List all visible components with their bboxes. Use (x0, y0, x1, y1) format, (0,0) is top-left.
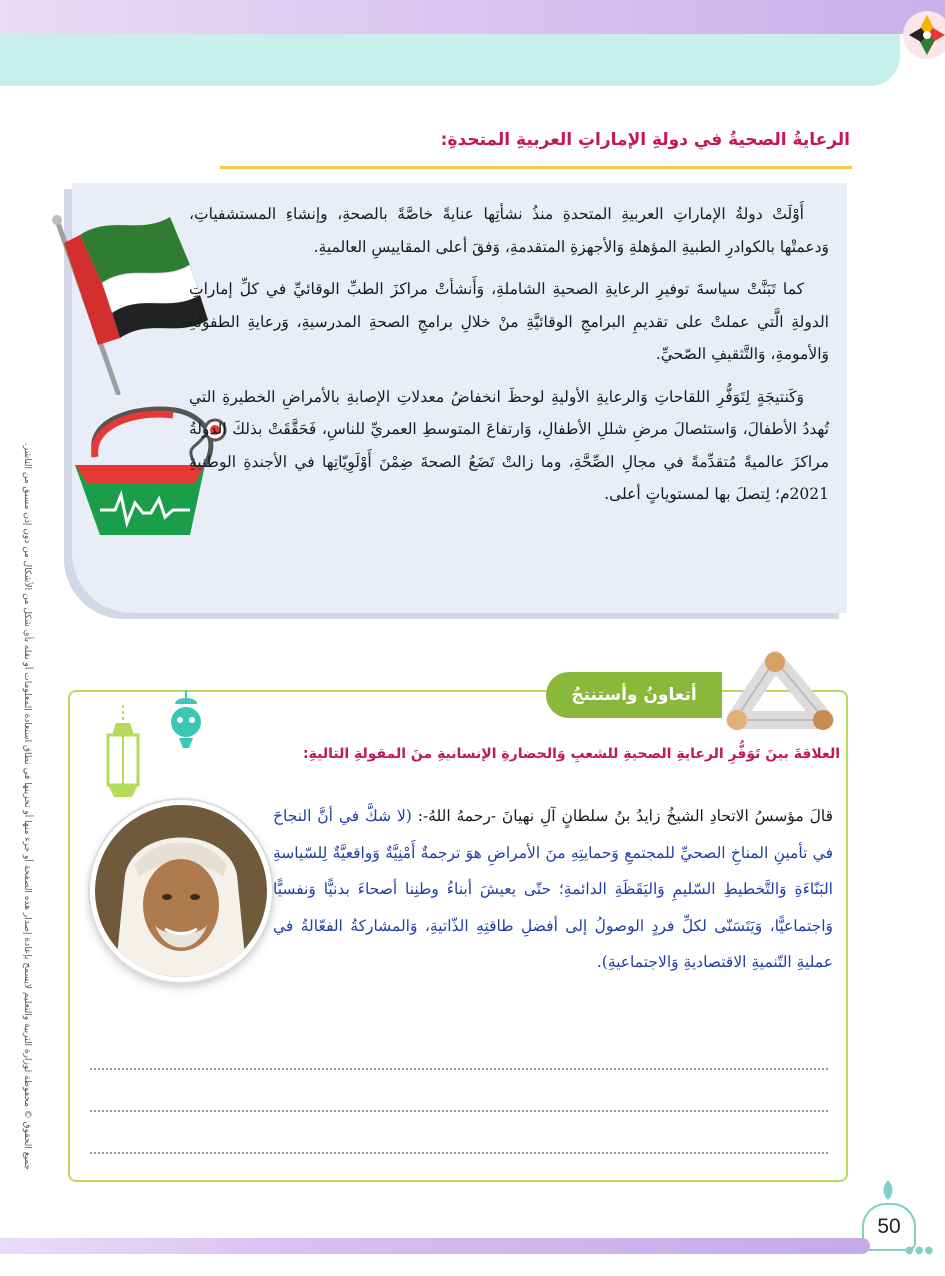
copyright-side-note: جميع الحقوق © محفوظة لوزارة التربية والتعليم لايسمح بإعادة إصدار هذه الصفحة أو جزء منها أو تخزينها في نطاق استعادة المعلومات أو نقله بأي شكل من الأشكال من دون إذن مسبق من الناشر. (22, 442, 32, 1170)
page-number: 50 (862, 1203, 916, 1251)
quote-text: (لا شكَّ في أنَّ النجاحَ في تأمينِ المناخِ الصحيِّ للمجتمعِ وَحمايتِهِ منَ الأمراضِ هوَ ترجمةٌ أَمْنِيَّةٌ وَواقعيَّةٌ لِلسّياسةِ البَنّاءَةِ وَالتَّخطيطِ السّليمِ وَاليَقَظَةِ الدائمةِ؛ حتّى يعيشَ أبناءُ وطنِنا أصحاءَ بدنيًّا وَنفسيًّا وَاجتماعيًّا، وَيَتَسَنّى لكلِّ فردٍ الوصولُ إلى أفضلِ طاقتِهِ الذّاتيةِ، وَالمشاركةُ الفعّالةُ في عمليةِ التّنميةِ الاقتصاديةِ وَالاجتماعيةِ). (273, 807, 833, 971)
header-band (0, 0, 945, 34)
activity-question: العلاقةَ بينَ تَوَفُّرِ الرعايةِ الصحيةِ للشعبِ وَالحضارةِ الإنسانيةِ منَ المقولةِ التاليةِ: (303, 746, 840, 762)
section-title: الرعايةُ الصحيةُ في دولةِ الإماراتِ العربيةِ المتحدةِ: (440, 130, 850, 150)
answer-line-3[interactable] (90, 1152, 828, 1154)
header-teal-band (0, 34, 900, 86)
cooperation-hands-icon (715, 650, 855, 740)
answer-line-1[interactable] (90, 1068, 828, 1070)
quote-intro: قالَ مؤسسُ الاتحادِ الشيخُ زايدُ بنُ سلطانٍ آلِ نهيانَ -رحمهُ اللهُ-: (417, 807, 833, 825)
intro-paragraph: كما تَبَنَّتْ سياسةَ توفيرِ الرعايةِ الصحيةِ الشاملةِ، وَأَنشأتْ مراكزَ الطبِّ الوقائيِّ في كلِّ إماراتِ الدولةِ الَّتي عملتْ على تقديمِ البرامجِ الوقائيَّةِ منْ خلالِ برامجِ الصحةِ المدرسيةِ، وَرعايةِ الطفولةِ وَالأمومةِ، وَالتَّثقيفِ الصّحيِّ. (189, 280, 829, 363)
intro-text (189, 198, 829, 521)
intro-paragraph: أَوْلَتْ دولةُ الإماراتِ العربيةِ المتحدةِ منذُ نشأتِها عنايةً خاصَّةً بالصحةِ، وإنشاءِ المستشفياتِ، وَدعمتْها بالكوادرِ الطبيةِ المؤهلةِ وَالأجهزةِ المتقدمةِ، وَفقَ أعلى المقاييسِ العالميةِ. (189, 205, 829, 256)
sheikh-zayed-portrait (90, 800, 272, 982)
intro-paragraph: وَكَنتيجَةٍ لِتَوَفُّرِ اللقاحاتِ وَالرعايةِ الأوليةِ لوحظَ انخفاضُ معدلاتِ الإصابةِ بالأمراضِ الخطيرةِ التي تُهددُ الأطفالَ، وَاستئصالَ مرضِ شللِ الأطفالِ، وَارتفاعَ المتوسطِ العمريِّ للناسِ، فَحَقَّقَتْ بذلكَ الدولةُ مراكزَ عالميةً مُتقدِّمةً في مجالِ الصِّحَّةِ، وما زالتْ تَضَعُ الصحةَ ضِمْنَ أَوْلَوِيّاتِها في الأجندةِ الوطنيةِ 2021م؛ لِتصلَ بها لمستوياتٍ أعلى. (189, 387, 829, 503)
footer-dots-icon: ●●● (905, 1245, 935, 1256)
quote-block (273, 798, 833, 981)
lantern-icon (98, 705, 148, 815)
corner-flower-icon (885, 0, 945, 80)
activity-label: أتعاونُ وأستنتجُ (546, 672, 722, 718)
title-underline (220, 166, 852, 169)
footer-band (0, 1238, 870, 1254)
small-lantern-icon (165, 690, 207, 750)
page-number-ornament-icon (876, 1180, 900, 1202)
answer-line-2[interactable] (90, 1110, 828, 1112)
